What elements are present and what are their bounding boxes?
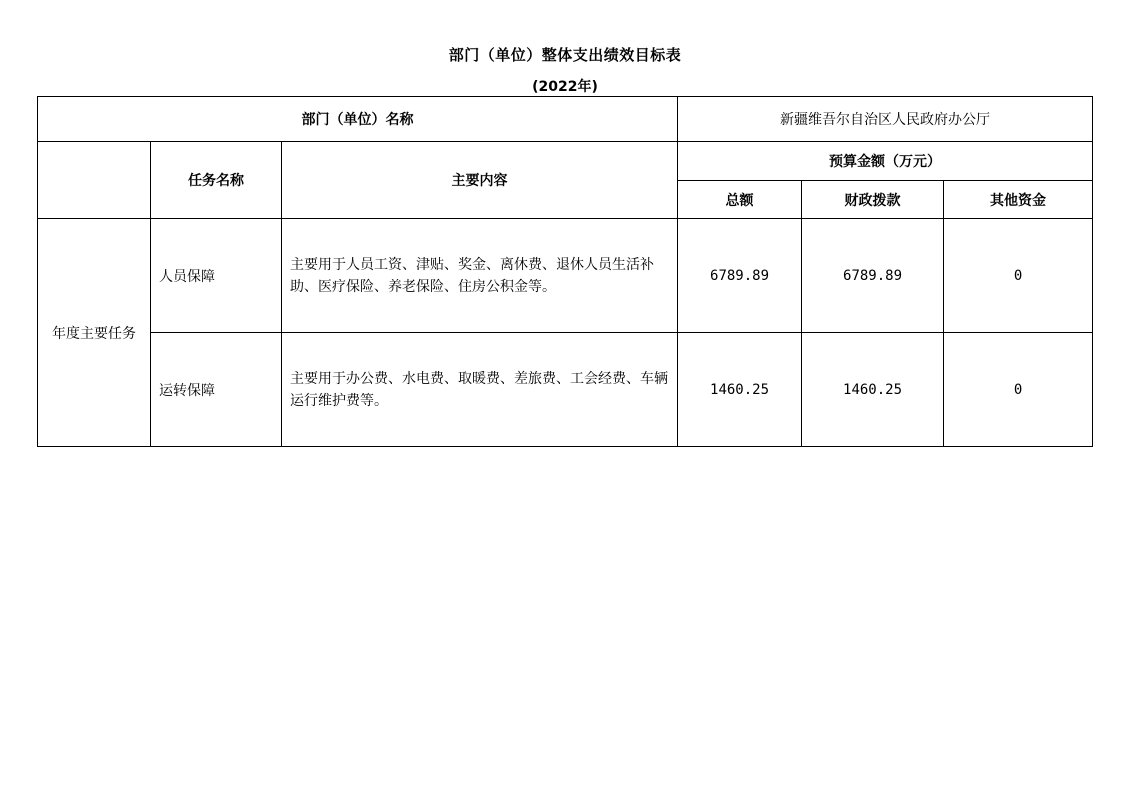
fiscal-cell: 6789.89 bbox=[802, 219, 944, 333]
dept-name-value: 新疆维吾尔自治区人民政府办公厅 bbox=[678, 97, 1093, 142]
other-cell: 0 bbox=[944, 219, 1093, 333]
total-cell: 6789.89 bbox=[678, 219, 802, 333]
other-funds-header: 其他资金 bbox=[944, 181, 1093, 219]
budget-amount-header: 预算金额（万元） bbox=[678, 142, 1093, 181]
main-content-cell: 主要用于人员工资、津贴、奖金、离休费、退休人员生活补助、医疗保险、养老保险、住房公积金等。 bbox=[282, 219, 678, 333]
fiscal-cell: 1460.25 bbox=[802, 333, 944, 447]
main-content-cell: 主要用于办公费、水电费、取暖费、差旅费、工会经费、车辆运行维护费等。 bbox=[282, 333, 678, 447]
annual-main-task-label: 年度主要任务 bbox=[38, 219, 151, 447]
task-name-header: 任务名称 bbox=[151, 142, 282, 219]
document-title: 部门（单位）整体支出绩效目标表 bbox=[448, 46, 682, 64]
task-name-cell: 运转保障 bbox=[151, 333, 282, 447]
task-name-cell: 人员保障 bbox=[151, 219, 282, 333]
dept-name-label: 部门（单位）名称 bbox=[38, 97, 678, 142]
table-row bbox=[38, 219, 1093, 333]
dept-row bbox=[38, 97, 1093, 142]
performance-target-table bbox=[37, 96, 1093, 447]
main-content-header: 主要内容 bbox=[282, 142, 678, 219]
fiscal-appropriation-header: 财政拨款 bbox=[802, 181, 944, 219]
other-cell: 0 bbox=[944, 333, 1093, 447]
document-subtitle: (2022年) bbox=[532, 79, 598, 95]
table-row bbox=[38, 333, 1093, 447]
header-row-1 bbox=[38, 142, 1093, 181]
total-header: 总额 bbox=[678, 181, 802, 219]
total-cell: 1460.25 bbox=[678, 333, 802, 447]
header-blank-cell bbox=[38, 142, 151, 219]
